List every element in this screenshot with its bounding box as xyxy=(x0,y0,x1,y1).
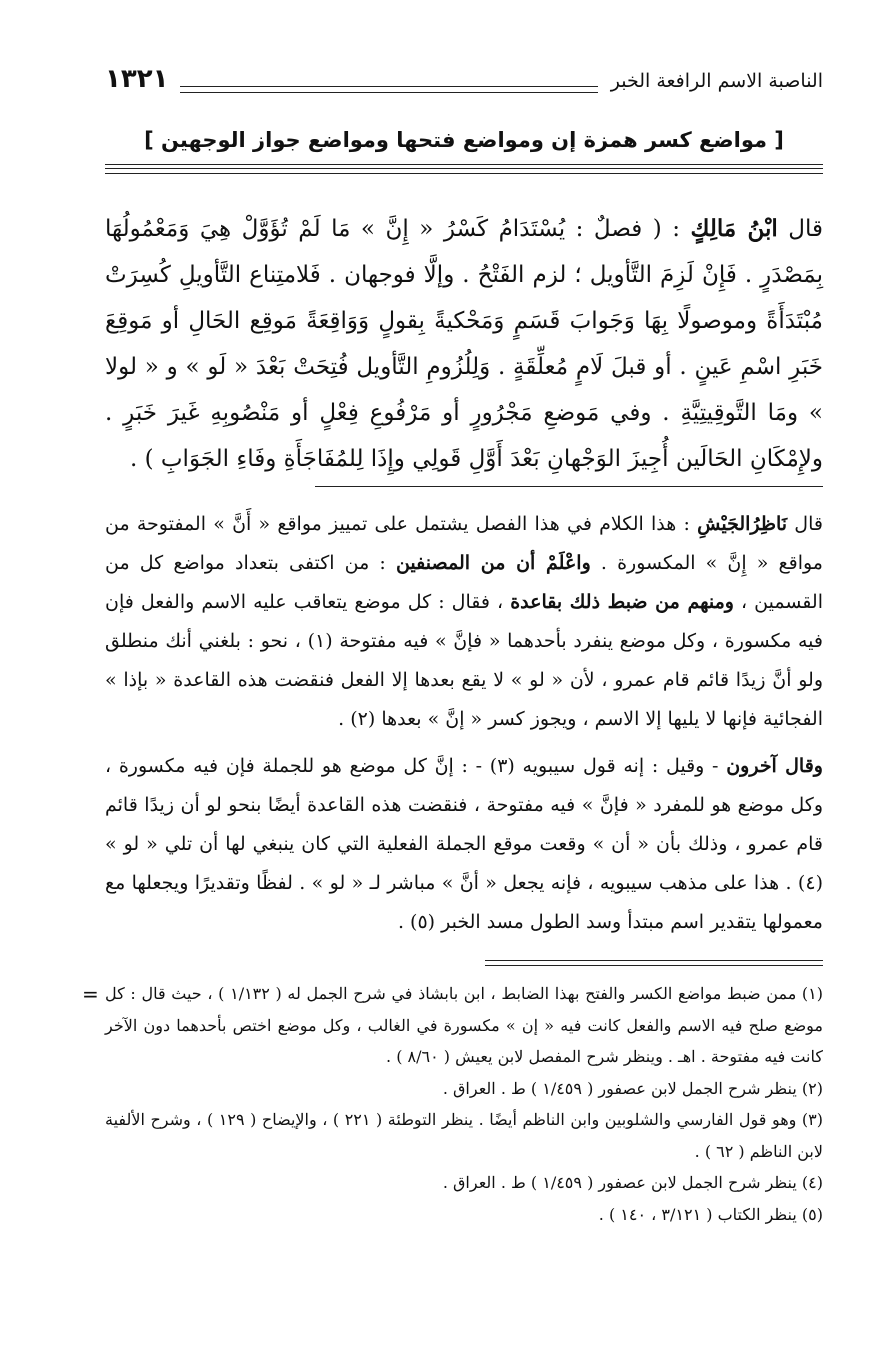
verse-author: ابْنُ مَالِكٍ xyxy=(690,215,778,242)
commentary-intro: قال xyxy=(787,513,823,535)
footnote: (٣) وهو قول الفارسي والشلوبين وابن الناظم أيضًا . ينظر التوطئة ( ٢٢١ ) ، والإيضاح ( ١٢٩ ) ، وشرح الألفية لابن الناظم ( ٦٢ ) . xyxy=(105,1110,824,1161)
footnote-rule xyxy=(485,960,823,966)
header-rule xyxy=(180,86,598,93)
commentary-paragraph-1 xyxy=(105,505,823,739)
commentary-emphasis: وقال آخرون xyxy=(726,755,823,777)
verse-intro: قال xyxy=(777,216,823,242)
commentary-author: نَاظِرُالجَيْشِ xyxy=(697,513,788,535)
section-heading: [ مواضع كسر همزة إن ومواضع فتحها ومواضع جواز الوجهين ] xyxy=(144,128,784,152)
footnote: (٥) ينظر الكتاب ( ٣/١٢١ ، ١٤٠ ) . xyxy=(598,1204,823,1224)
verse-body: : ( فصلٌ : يُسْتَدَامُ كَسْرُ « إِنَّ » مَا لَمْ تُؤَوَّلْ هِيَ وَمَعْمُولُهَا بِمَصْدَرٍ . فَإِنْ لَزِمَ التَّأويل ؛ لزم الفَتْحُ . وإلَّا فوجهان . فَلامتِناع التَّأويلِ كُسِرَتْ مُبْتَدَأَةً وموصولًا بِهَا وَجَوابَ قَسَمٍ وَمَحْكيةً بِقولٍ وَوَاقِعَةً مَوقِع الحَالِ أو مَوقِعَ خَبَرِ اسْمِ عَينٍ . أو قبلَ لَامٍ مُعلِّقَةٍ . وَلِلُزُومِ التَّأويل فُتِحَتْ بَعْدَ « لَو » و « لولا » ومَا التَّوقِيتِيَّةِ . وفي مَوضعِ مَجْرُورٍ أو مَرْفُوعِ فِعْلٍ أو مَنْصُوبِهِ غَيرَ خَبَرٍ . ولإِمْكَانِ الحَالَين أُجِيزَ الوَجْهانِ بَعْدَ أَوَّلِ قَولِي وإِذَا لِلمُفَاجَأَةِ وفَاءِ الجَوَابِ ) . xyxy=(105,216,823,472)
page-number: ١٣٢١ xyxy=(105,64,169,94)
running-title: الناصبة الاسم الرافعة الخبر xyxy=(610,70,823,92)
commentary xyxy=(105,505,823,942)
commentary-text: : من اكتفى بتعداد مواضع كل من القسمين ، xyxy=(105,552,823,613)
commentary-paragraph-2 xyxy=(105,747,823,942)
page-content xyxy=(105,60,823,1230)
footnote: (١) ممن ضبط مواضع الكسر والفتح بهذا الضابط ، ابن بابشاذ في شرح الجمل له ( ١/١٣٢ ) ، حيث قال : كل موضع صلح فيه الاسم والفعل كانت فيه « إن » مكسورة في الغالب ، وكل موضع اختص بأحدهما دون الآخر كانت فيه مفتوحة . اهـ . وينظر شرح المفصل لابن يعيش ( ٨/٦٠ ) . xyxy=(105,984,824,1066)
commentary-text: ، فقال : كل موضع يتعاقب عليه الاسم والفعل فإن فيه مكسورة ، وكل موضع ينفرد بأحدهما « فإنَّ » فيه مفتوحة (١) ، نحو : بلغني أنك منطلق ولو أنَّ زيدًا قائم قام عمرو ، لأن « لو » لا يقع بعدها إلا الفعل فنقضت هذه القاعدة « بإذا » الفجائية فإنها لا يليها إلا الاسم ، ويجوز كسر « إنَّ » بعدها (٢) . xyxy=(105,591,823,730)
commentary-text: : هذا الكلام في هذا الفصل يشتمل على تمييز مواقع « أَنَّ » المفتوحة من مواقع « إِنَّ » المكسورة . xyxy=(105,513,823,574)
footnote: (٤) ينظر شرح الجمل لابن عصفور ( ١/٤٥٩ ) ط . العراق . xyxy=(442,1173,823,1192)
commentary-emphasis: ومنهم من ضبط ذلك بقاعدة xyxy=(510,591,734,613)
footnotes xyxy=(105,978,823,1230)
verse-rule xyxy=(315,486,823,487)
page-header xyxy=(105,60,823,100)
commentary-emphasis: واعْلَمْ أن من المصنفين xyxy=(395,552,591,574)
margin-mark: = xyxy=(82,982,99,1006)
commentary-text: - وقيل : إنه قول سيبويه (٣) - : إنَّ كل موضع هو للجملة فإن فيه مكسورة ، وكل موضع هو للمفرد « فإنَّ » فيه مفتوحة ، فنقضت هذه القاعدة أيضًا بنحو لو أن زيدًا قائم قام عمرو ، وذلك بأن « أن » وقعت موقع الجملة الفعلية التي كان ينبغي لها أن تلي « لو » (٤) . هذا على مذهب سيبويه ، فإنه يجعل « أنَّ » مباشر لـ « لو » . لفظًا وتقديرًا ويجعلها مع معمولها يتقدير اسم مبتدأ وسد الطول مسد الخبر (٥) . xyxy=(105,755,823,933)
footnote: (٢) ينظر شرح الجمل لابن عصفور ( ١/٤٥٩ ) ط . العراق . xyxy=(442,1078,823,1098)
verse-text xyxy=(105,206,823,482)
heading-rule xyxy=(105,164,823,174)
